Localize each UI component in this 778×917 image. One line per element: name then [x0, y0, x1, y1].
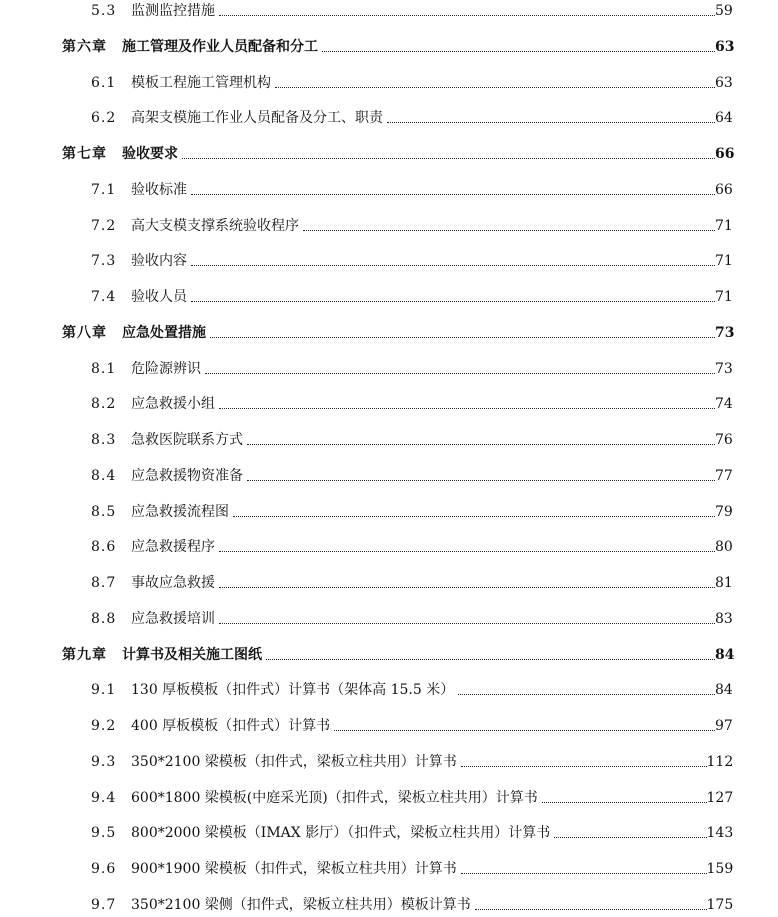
- toc-chapter-entry[interactable]: [0, 32, 778, 56]
- entry-title: 验收人员: [131, 289, 187, 305]
- entry-page-number: 79: [715, 503, 733, 520]
- entry-title: 急救医院联系方式: [131, 432, 243, 448]
- entry-title: 高架支模施工作业人员配备及分工、职责: [131, 110, 383, 127]
- entry-page-number: 71: [715, 289, 733, 305]
- entry-page-number: 112: [706, 753, 734, 770]
- entry-title: 600*1800 梁模板(中庭采光顶)（扣件式，梁板立柱共用）计算书: [131, 789, 538, 806]
- dot-leader: [191, 193, 715, 195]
- toc-chapter-entry[interactable]: [0, 318, 778, 342]
- entry-number: 9.7: [91, 896, 117, 913]
- entry-title: 验收标准: [131, 181, 187, 198]
- toc-section-entry[interactable]: [0, 425, 778, 449]
- entry-page-number: 143: [706, 825, 734, 842]
- dot-leader: [303, 229, 715, 231]
- entry-title: 应急救援小组: [131, 396, 215, 413]
- toc-section-entry[interactable]: [0, 282, 778, 306]
- entry-title: 验收内容: [131, 253, 187, 270]
- entry-title: 800*2000 梁模板（IMAX 影厅）（扣件式，梁板立柱共用）计算书: [131, 825, 551, 842]
- dot-leader: [191, 264, 715, 266]
- entry-number: 9.4: [91, 789, 117, 806]
- entry-title: 危险源辨识: [131, 360, 201, 377]
- toc-section-entry[interactable]: [0, 175, 778, 199]
- entry-title: 应急处置措施: [122, 324, 206, 341]
- entry-title: 130 厚板模板（扣件式）计算书（架体高 15.5 米）: [131, 682, 455, 699]
- entry-number: 7.4: [91, 289, 117, 305]
- entry-page-number: 63: [715, 74, 733, 91]
- entry-title: 计算书及相关施工图纸: [122, 646, 262, 663]
- entry-number: 6.2: [91, 110, 117, 127]
- entry-title: 应急救援培训: [131, 610, 215, 627]
- toc-section-entry[interactable]: [0, 675, 778, 699]
- entry-number: 5.3: [91, 3, 117, 19]
- toc-section-entry[interactable]: [0, 354, 778, 378]
- entry-page-number: 71: [715, 217, 733, 234]
- entry-page-number: 74: [715, 396, 733, 413]
- entry-number: 第六章: [62, 38, 107, 55]
- dot-leader: [219, 622, 715, 624]
- entry-number: 8.5: [91, 503, 117, 520]
- toc-section-entry[interactable]: [0, 818, 778, 842]
- toc-section-entry[interactable]: [0, 854, 778, 878]
- toc-chapter-entry[interactable]: [0, 139, 778, 163]
- entry-number: 9.5: [91, 825, 117, 842]
- entry-number: 第八章: [62, 324, 107, 341]
- dot-leader: [334, 729, 715, 731]
- dot-leader: [554, 836, 706, 838]
- dot-leader: [247, 479, 715, 481]
- entry-title: 350*2100 梁侧（扣件式，梁板立柱共用）模板计算书: [131, 896, 471, 913]
- toc-section-entry[interactable]: [0, 0, 778, 20]
- entry-number: 第九章: [62, 646, 107, 663]
- entry-title: 模板工程施工管理机构: [131, 74, 271, 91]
- entry-page-number: 84: [715, 646, 735, 663]
- toc-section-entry[interactable]: [0, 568, 778, 592]
- dot-leader: [458, 693, 715, 695]
- entry-title: 高大支模支撑系统验收程序: [131, 217, 299, 234]
- entry-title: 事故应急救援: [131, 575, 215, 591]
- dot-leader: [461, 872, 707, 874]
- toc-section-entry[interactable]: [0, 246, 778, 270]
- entry-number: 7.3: [91, 253, 117, 270]
- entry-number: 7.1: [91, 181, 117, 198]
- entry-number: 8.1: [91, 360, 117, 377]
- toc-section-entry[interactable]: [0, 604, 778, 628]
- entry-page-number: 84: [715, 682, 733, 699]
- entry-number: 8.3: [91, 432, 117, 448]
- dot-leader: [205, 372, 715, 374]
- dot-leader: [475, 908, 707, 910]
- entry-page-number: 83: [715, 610, 733, 627]
- entry-number: 9.6: [91, 861, 117, 877]
- entry-page-number: 175: [706, 896, 734, 913]
- entry-title: 施工管理及作业人员配备和分工: [122, 38, 318, 55]
- entry-page-number: 73: [715, 324, 735, 341]
- entry-title: 应急救援物资准备: [131, 467, 243, 484]
- entry-page-number: 77: [715, 467, 733, 484]
- entry-page-number: 81: [715, 575, 733, 591]
- entry-number: 6.1: [91, 74, 117, 91]
- dot-leader: [182, 157, 715, 159]
- entry-number: 9.1: [91, 682, 117, 699]
- dot-leader: [247, 443, 715, 445]
- entry-page-number: 63: [715, 38, 735, 55]
- entry-title: 900*1900 梁模板（扣件式，梁板立柱共用）计算书: [131, 861, 457, 877]
- entry-page-number: 59: [715, 3, 733, 19]
- entry-page-number: 76: [715, 432, 733, 448]
- dot-leader: [542, 801, 707, 803]
- entry-page-number: 80: [715, 539, 733, 556]
- entry-number: 8.6: [91, 539, 117, 556]
- toc-section-entry[interactable]: [0, 747, 778, 771]
- entry-number: 9.3: [91, 753, 117, 770]
- toc-section-entry[interactable]: [0, 461, 778, 485]
- entry-page-number: 97: [715, 718, 733, 734]
- toc-section-entry[interactable]: [0, 103, 778, 127]
- toc-section-entry[interactable]: [0, 497, 778, 521]
- entry-number: 9.2: [91, 718, 117, 734]
- toc-section-entry[interactable]: [0, 532, 778, 556]
- toc-section-entry[interactable]: [0, 783, 778, 807]
- toc-section-entry[interactable]: [0, 211, 778, 235]
- entry-title: 监测监控措施: [131, 3, 215, 19]
- entry-number: 第七章: [62, 146, 107, 162]
- entry-title: 应急救援程序: [131, 539, 215, 556]
- entry-page-number: 73: [715, 360, 733, 377]
- entry-number: 7.2: [91, 217, 117, 234]
- entry-page-number: 127: [706, 789, 734, 806]
- dot-leader: [191, 300, 715, 302]
- entry-page-number: 66: [715, 181, 733, 198]
- dot-leader: [275, 86, 715, 88]
- dot-leader: [210, 336, 715, 338]
- entry-page-number: 64: [715, 110, 733, 127]
- dot-leader: [387, 121, 715, 123]
- dot-leader: [266, 658, 715, 660]
- dot-leader: [219, 407, 715, 409]
- entry-title: 验收要求: [122, 146, 178, 162]
- toc-chapter-entry[interactable]: [0, 640, 778, 664]
- dot-leader: [219, 586, 715, 588]
- entry-number: 8.4: [91, 467, 117, 484]
- entry-title: 350*2100 梁模板（扣件式，梁板立柱共用）计算书: [131, 753, 457, 770]
- entry-page-number: 66: [715, 146, 735, 162]
- dot-leader: [461, 765, 707, 767]
- entry-title: 应急救援流程图: [131, 503, 229, 520]
- dot-leader: [322, 50, 715, 52]
- toc-section-entry[interactable]: [0, 68, 778, 92]
- entry-number: 8.8: [91, 610, 117, 627]
- entry-page-number: 159: [706, 861, 734, 877]
- entry-title: 400 厚板模板（扣件式）计算书: [131, 718, 331, 734]
- toc-section-entry[interactable]: [0, 711, 778, 735]
- entry-page-number: 71: [715, 253, 733, 270]
- toc-section-entry[interactable]: [0, 890, 778, 914]
- dot-leader: [219, 550, 715, 552]
- dot-leader: [219, 14, 715, 16]
- toc-section-entry[interactable]: [0, 389, 778, 413]
- dot-leader: [233, 515, 715, 517]
- entry-number: 8.2: [91, 396, 117, 413]
- entry-number: 8.7: [91, 575, 117, 591]
